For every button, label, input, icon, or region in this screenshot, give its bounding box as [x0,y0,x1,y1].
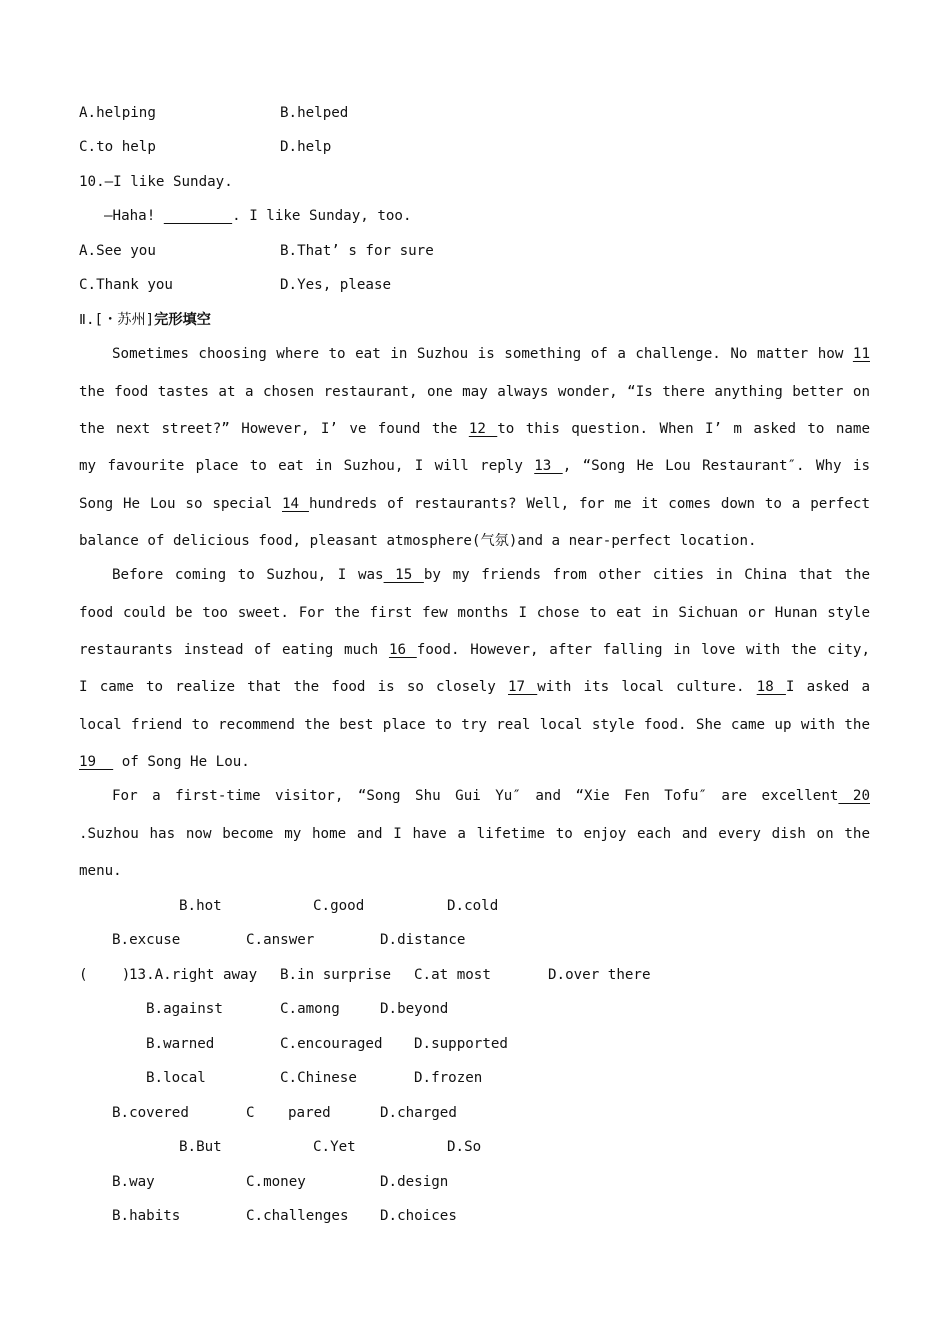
p2-line-2: food could be too sweet. For the first few months I chose to eat in Sichuan or Hunan style [79,605,870,621]
p3-line-2: .Suzhou has now become my home and I have a lifetime to enjoy each and every dish on the [79,826,870,842]
p2-line-3: restaurants instead of eating much 16 food. However, after falling in love with the city, [79,642,870,658]
opt-r1-d: D.cold [447,898,499,914]
opt-r9-b: B.way [112,1174,155,1190]
opt-r2-b: B.excuse [112,932,181,948]
opt-r10-c: C.challenges [246,1208,349,1224]
answer-bracket: ( ) [79,967,131,983]
q9-option-b: B.helped [280,105,349,121]
opt-r7-d: D.charged [380,1105,457,1121]
opt-r6-b: B.local [146,1070,206,1086]
q9-option-c: C.to help [79,139,156,155]
section-title: 完形填空 [154,312,211,328]
p2-line-6: 19 of Song He Lou. [79,754,250,770]
opt-r5-d: D.supported [414,1036,508,1052]
opt-r8-c: C.Yet [313,1139,356,1155]
p2-line-1: Before coming to Suzhou, I was 15 by my friends from other cities in China that the [112,567,870,583]
q10-reply-end: . I like Sunday, too. [232,208,412,224]
opt-r9-c: C.money [246,1174,306,1190]
p1-line-1: Sometimes choosing where to eat in Suzhou is something of a challenge. No matter how 11 [112,346,870,362]
opt-r10-d: D.choices [380,1208,457,1224]
p1-line-2: the food tastes at a chosen restaurant, one may always wonder, “Is there anything better on [79,384,870,400]
opt-r8-b: B.But [179,1139,222,1155]
opt-r4-c: C.among [280,1001,340,1017]
blank-11: 11 [852,346,870,362]
blank-14: 14 [282,496,309,512]
blank-15: 15 [383,567,424,583]
q9-option-a: A.helping [79,105,156,121]
p1-line-3: the next street?” However, I’ ve found the 12 to this question. When I’ m asked to name [79,421,870,437]
opt-r3-d: D.over there [548,967,651,983]
blank-12: 12 [468,421,498,437]
blank-18: 18 [756,679,786,695]
section-header [79,311,211,329]
opt-r1-c: C.good [313,898,365,914]
opt-r6-d: D.frozen [414,1070,483,1086]
p3-line-3: menu. [79,863,122,879]
blank-17: 17 [508,679,538,695]
q10-reply [104,207,412,225]
blank-19: 19 [79,754,114,770]
p2-line-5: local friend to recommend the best place to try real local style food. She came up with the [79,717,870,733]
opt-r8-d: D.So [447,1139,482,1155]
q10-reply-start: —Haha! [104,208,164,224]
opt-r3-b: B.in surprise [280,967,392,983]
opt-r2-d: D.distance [380,932,466,948]
q10-option-d: D.Yes, please [280,277,392,293]
opt-r1-b: B.hot [179,898,222,914]
blank-13: 13 [534,458,563,474]
p2-line-4: I came to realize that the food is so closely 17 with its local culture. 18 I asked a [79,679,870,695]
opt-r3-a: 13.A.right away [129,967,258,983]
p1-line-5: Song He Lou so special 14 hundreds of restaurants? Well, for me it comes down to a perfect [79,496,870,512]
opt-r7-b: B.covered [112,1105,189,1121]
opt-r9-d: D.design [380,1174,449,1190]
q10-stem: 10.—I like Sunday. [79,174,233,190]
p3-line-1: For a first-time visitor, “Song Shu Gui Yu″ and “Xie Fen Tofu″ are excellent 20 [112,788,870,804]
opt-r10-b: B.habits [112,1208,181,1224]
blank-16: 16 [388,642,417,658]
p1-line-4: my favourite place to eat in Suzhou, I will reply 13 , “Song He Lou Restaurant″. Why is [79,458,870,474]
opt-r2-c: C.answer [246,932,315,948]
opt-r6-c: C.Chinese [280,1070,357,1086]
q10-option-b: B.That’ s for sure [280,243,434,259]
q10-blank [164,208,232,224]
opt-r4-b: B.against [146,1001,223,1017]
q10-option-a: A.See you [79,243,156,259]
opt-r5-b: B.warned [146,1036,215,1052]
opt-r4-d: D.beyond [380,1001,449,1017]
opt-r7-c-text: pared [288,1105,331,1121]
q9-option-d: D.help [280,139,332,155]
opt-r3-c: C.at most [414,967,491,983]
opt-r5-c: C.encouraged [280,1036,383,1052]
opt-r7-c: C [246,1105,255,1121]
section-prefix: Ⅱ.[・苏州] [79,312,155,328]
blank-20: 20 [838,788,870,804]
p1-line-6: balance of delicious food, pleasant atmosphere(气氛)and a near-perfect location. [79,533,757,549]
q10-option-c: C.Thank you [79,277,173,293]
